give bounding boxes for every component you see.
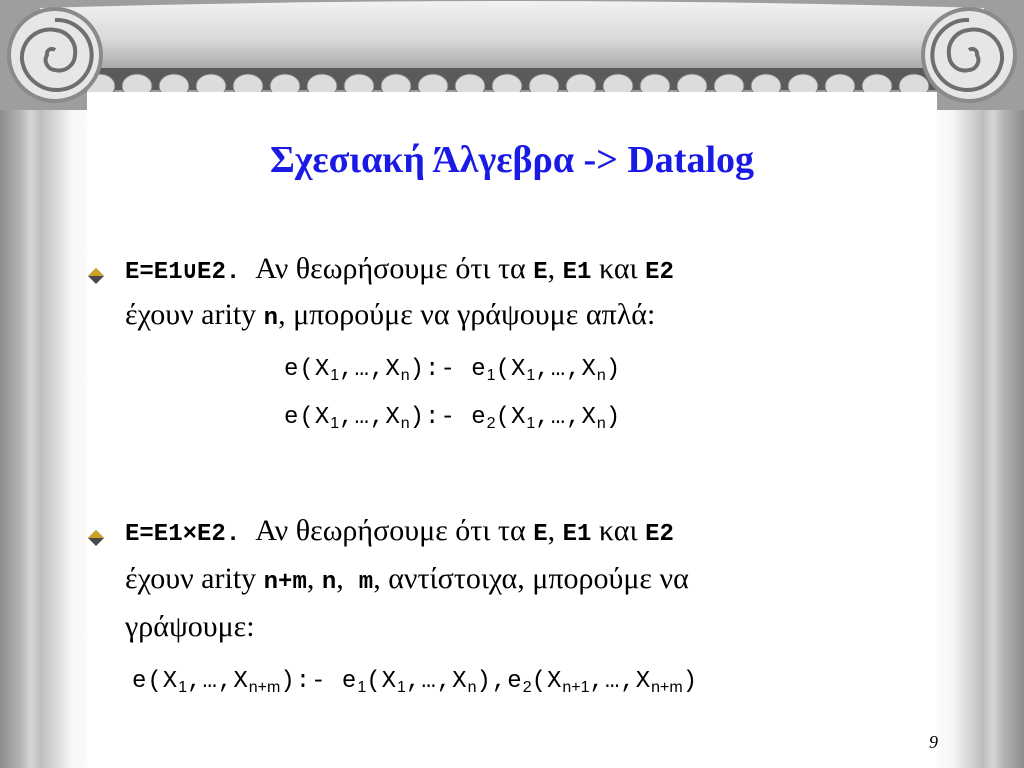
code-sub: 1 bbox=[526, 367, 536, 384]
code-sub: n+m bbox=[651, 679, 683, 696]
bullet-2-arity-text: έχουν arity bbox=[125, 562, 257, 595]
code-sub: n bbox=[596, 415, 606, 432]
code-var: X bbox=[581, 404, 597, 431]
code-ellipsis: ,…, bbox=[535, 404, 582, 431]
code-sub: 1 bbox=[330, 367, 340, 384]
code-sep: ):- bbox=[409, 356, 472, 383]
bullet-1-text: Αν θεωρήσουμε ότι τα bbox=[255, 252, 526, 285]
relation-e2: E2 bbox=[645, 259, 674, 286]
code-var: X bbox=[314, 356, 331, 383]
code-sub: n bbox=[400, 415, 410, 432]
comma: , bbox=[547, 514, 556, 547]
bullet-1-tail: , μπορούμε να γράψουμε απλά: bbox=[278, 298, 656, 331]
relation-e2: E2 bbox=[645, 521, 674, 548]
code-ellipsis: ,…,X bbox=[187, 668, 249, 695]
code-ellipsis: ,…, bbox=[535, 356, 582, 383]
bullet-1-line-2 bbox=[125, 298, 655, 332]
diamond-bullet-icon bbox=[88, 268, 104, 284]
product-expression: E=E1×E2. bbox=[125, 521, 241, 548]
code-head: e(X bbox=[132, 668, 179, 695]
page-number: 9 bbox=[929, 732, 938, 752]
code-sub: n bbox=[400, 367, 410, 384]
relation-e: E bbox=[533, 259, 548, 286]
code-sub: 1 bbox=[486, 367, 496, 384]
union-expression: E=E1∪E2. bbox=[125, 259, 241, 286]
code-end: ) bbox=[605, 356, 622, 383]
code-sub: n bbox=[596, 367, 606, 384]
code-sub: 1 bbox=[178, 679, 188, 696]
arity-n: n bbox=[321, 569, 337, 596]
code-end: ) bbox=[682, 668, 699, 695]
arity-m: m bbox=[358, 569, 374, 596]
bullet-2-line-3-text: γράψουμε: bbox=[125, 610, 255, 643]
diamond-bullet-icon bbox=[88, 530, 104, 546]
code-sep: ):- e bbox=[280, 668, 358, 695]
code-part: (X bbox=[531, 668, 563, 695]
rule-union-2: $e(X_1,\dots,X_n):-$ $e_2(X_1,\dots,X_n)$ bbox=[284, 404, 622, 432]
code-head: e bbox=[284, 356, 300, 383]
and-word: και bbox=[598, 252, 638, 285]
code-ellipsis: ,…, bbox=[339, 404, 386, 431]
code-body: e bbox=[471, 356, 487, 383]
code-ellipsis: ,…,X bbox=[405, 668, 468, 695]
relation-e: E bbox=[533, 521, 548, 548]
code-ellipsis: ,…, bbox=[339, 356, 386, 383]
rule-product bbox=[132, 668, 698, 697]
bullet-2-line-3 bbox=[125, 610, 255, 644]
code-sub: n bbox=[467, 679, 477, 696]
bullet-2-text: Αν θεωρήσουμε ότι τα bbox=[255, 514, 526, 547]
bullet-2-tail: , αντίστοιχα, μπορούμε να bbox=[373, 562, 689, 595]
code-sub: 2 bbox=[486, 415, 496, 432]
code-sub: 1 bbox=[526, 415, 536, 432]
rule-union-1: $e(X_1,\dots,X_n):-$ $e_1(X_1,\dots,X_n)$ bbox=[284, 356, 622, 384]
relation-e1: E1 bbox=[562, 259, 592, 286]
bullet-1-arity-text: έχουν arity bbox=[125, 298, 257, 331]
code-ellipsis: ,…,X bbox=[589, 668, 652, 695]
comma: , bbox=[547, 252, 556, 285]
arity-n-plus-m: n+m bbox=[263, 569, 307, 596]
relation-e1: E1 bbox=[562, 521, 592, 548]
code-var: X bbox=[385, 404, 401, 431]
and-word: και bbox=[598, 514, 638, 547]
code-var: X bbox=[510, 356, 527, 383]
code-sep: ):- bbox=[409, 404, 472, 431]
bullet-1-line-1 bbox=[125, 252, 674, 286]
code-end: ) bbox=[605, 404, 622, 431]
slide-title: Σχεσιακή Άλγεβρα -> Datalog bbox=[269, 139, 755, 181]
code-part: (X bbox=[366, 668, 398, 695]
code-sub: 1 bbox=[397, 679, 406, 696]
code-head: e bbox=[284, 404, 300, 431]
bullet-2-line-2: έχουν arity n+m, n, m, αντίστοιχα, μπορούμε να bbox=[125, 562, 689, 596]
code-var: X bbox=[510, 404, 527, 431]
code-var: X bbox=[314, 404, 331, 431]
code-var: X bbox=[385, 356, 401, 383]
code-sub: 1 bbox=[330, 415, 340, 432]
code-sub: 1 bbox=[357, 679, 367, 696]
code-var: X bbox=[581, 356, 597, 383]
code-part: ),e bbox=[476, 668, 523, 695]
code-sub: 2 bbox=[522, 679, 532, 696]
arity-n: n bbox=[263, 305, 279, 332]
code-sub: n+1 bbox=[562, 679, 590, 696]
bullet-2-line-1 bbox=[125, 514, 674, 548]
code-body: e bbox=[471, 404, 487, 431]
code-sub: n+m bbox=[248, 679, 281, 696]
